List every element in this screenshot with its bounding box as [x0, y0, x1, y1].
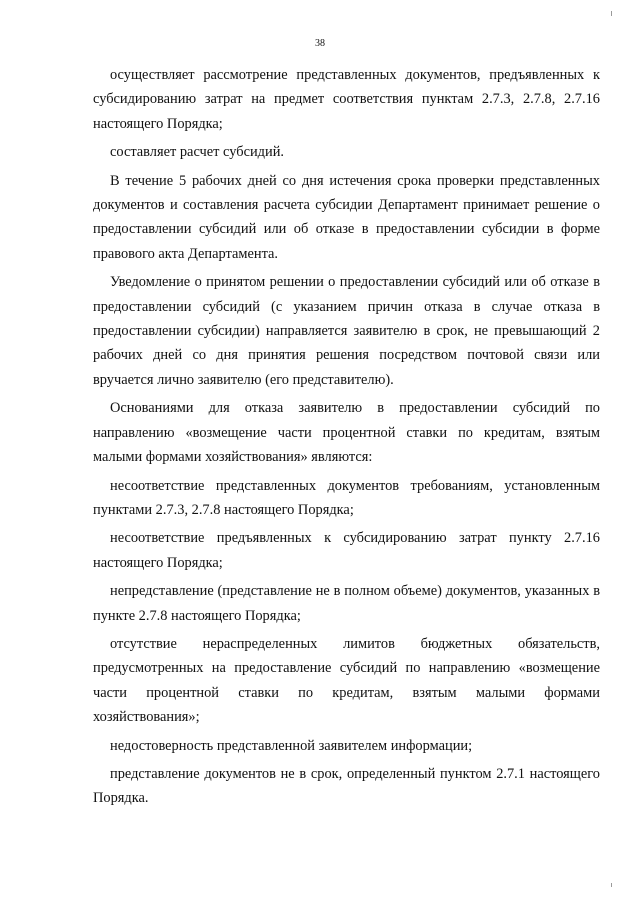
paragraph-ground-no-limits: отсутствие нераспределенных лимитов бюджетных обязательств, предусмотренных на предоставление субсидий по направлению «возмещение части процентной ставки по кредитам, взятым малыми формами хозяйствования»; [93, 635, 600, 726]
paragraph-ground-late-submission: представление документов не в срок, определенный пунктом 2.7.1 настоящего Порядка. [93, 765, 600, 807]
paragraph-ground-missing-documents: непредставление (представление не в полном объеме) документов, указанных в пункте 2.7.8 настоящего Порядка; [93, 583, 600, 624]
scan-mark-bottom [611, 883, 612, 887]
paragraph-notification: Уведомление о принятом решении о предоставлении субсидий или об отказе в предоставлении субсидий (с указанием причин отказа в случае отказа в предоставлении субсидии) направляется заявителю в срок, не превышающий 2 рабочих дней со дня принятия решения посредством почтовой связи или вручается лично заявителю (его представителю). [93, 274, 600, 388]
paragraph-decision-deadline: В течение 5 рабочих дней со дня истечения срока проверки представленных документов и составления расчета субсидии Департамент принимает решение о предоставлении субсидий или об отказе в предоставлении субсидии в форме правового акта Департамента. [93, 172, 600, 262]
paragraph-refusal-grounds: Основаниями для отказа заявителю в предоставлении субсидий по направлению «возмещение части процентной ставки по кредитам, взятым малыми формами хозяйствования» являются: [93, 400, 600, 466]
document-body [93, 63, 600, 811]
paragraph-ground-false-information: недостоверность представленной заявителем информации; [110, 737, 473, 754]
page-number: 38 [315, 38, 325, 49]
paragraph-review-documents: осуществляет рассмотрение представленных документов, предъявленных к субсидированию затрат на предмет соответствия пунктам 2.7.3, 2.7.8, 2.7.16 настоящего Порядка; [93, 67, 600, 132]
paragraph-ground-document-mismatch: несоответствие представленных документов требованиям, установленным пунктами 2.7.3, 2.7.8 настоящего Порядка; [93, 477, 600, 518]
paragraph-calculate-subsidies: составляет расчет субсидий. [110, 144, 284, 161]
paragraph-ground-cost-mismatch: несоответствие предъявленных к субсидированию затрат пункту 2.7.16 настоящего Порядка; [93, 530, 600, 571]
scan-mark-top [611, 11, 612, 16]
